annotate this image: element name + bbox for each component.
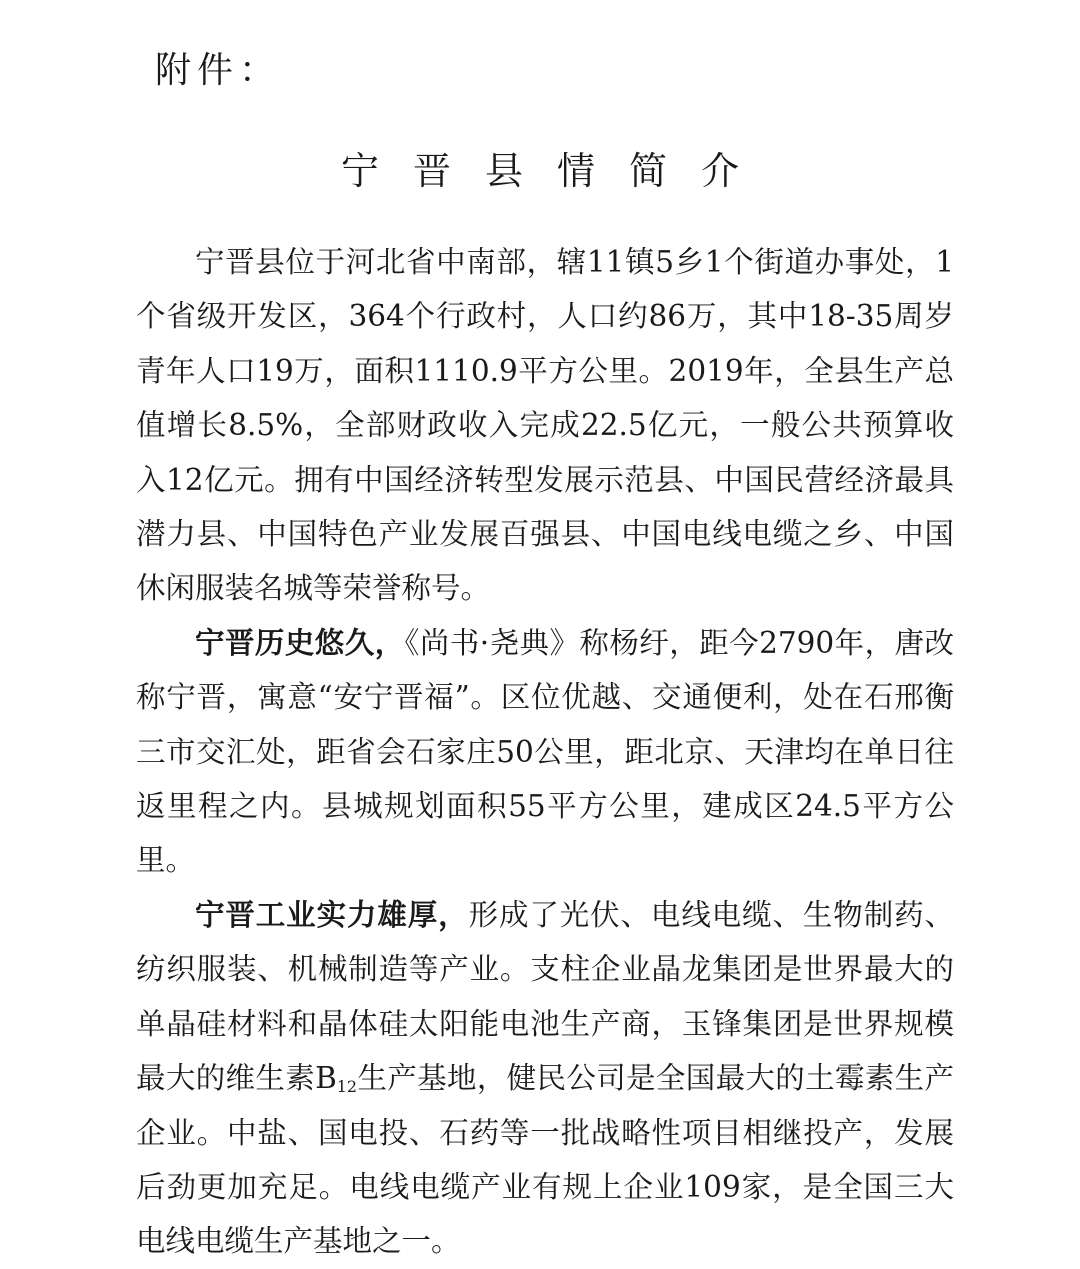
paragraph-text: 《尚书·尧典》称杨纡，距今2790年，唐改称宁晋，寓意“安宁晋福”。区位优越、交通便利，处在石邢衡三市交汇处，距省会石家庄50公里，距北京、天津均在单日往返里程之内。县城规划面积55平方公里，建成区24.5平方公里。 — [136, 625, 954, 878]
paragraph-overview — [136, 235, 954, 616]
paragraph-history — [136, 616, 954, 888]
paragraph-lead: 宁晋工业实力雄厚， — [195, 897, 469, 932]
page-title: 宁晋县情简介 — [340, 149, 773, 193]
document-body — [136, 235, 954, 1269]
attachment-label: 附件： — [155, 50, 282, 91]
paragraph-industry — [136, 888, 954, 1269]
subscript-text: 12 — [336, 1077, 358, 1097]
paragraph-text: 宁晋县位于河北省中南部，辖11镇5乡1个街道办事处，1个省级开发区，364个行政村，人口约86万，其中18-35周岁青年人口19万，面积1110.9平方公里。2019年，全县生产总值增长8.5%，全部财政收入完成22.5亿元，一般公共预算收入12亿元。拥有中国经济转型发展示范县、中国民营经济最具潜力县、中国特色产业发展百强县、中国电线电缆之乡、中国休闲服装名城等荣誉称号。 — [136, 245, 954, 606]
paragraph-text: 形成了光伏、电线电缆、生物制药、纺织服装、机械制造等产业。支柱企业晶龙集团是世界最大的单晶硅材料和晶体硅太阳能电池生产商，玉锋集团是世界规模最大的维生素B — [136, 897, 954, 1096]
paragraph-text-continued: 生产基地，健民公司是全国最大的土霉素生产企业。中盐、国电投、石药等一批战略性项目相继投产，发展后劲更加充足。电线电缆产业有规上企业109家，是全国三大电线电缆生产基地之一。 — [136, 1061, 954, 1259]
paragraph-lead: 宁晋历史悠久， — [195, 625, 405, 660]
